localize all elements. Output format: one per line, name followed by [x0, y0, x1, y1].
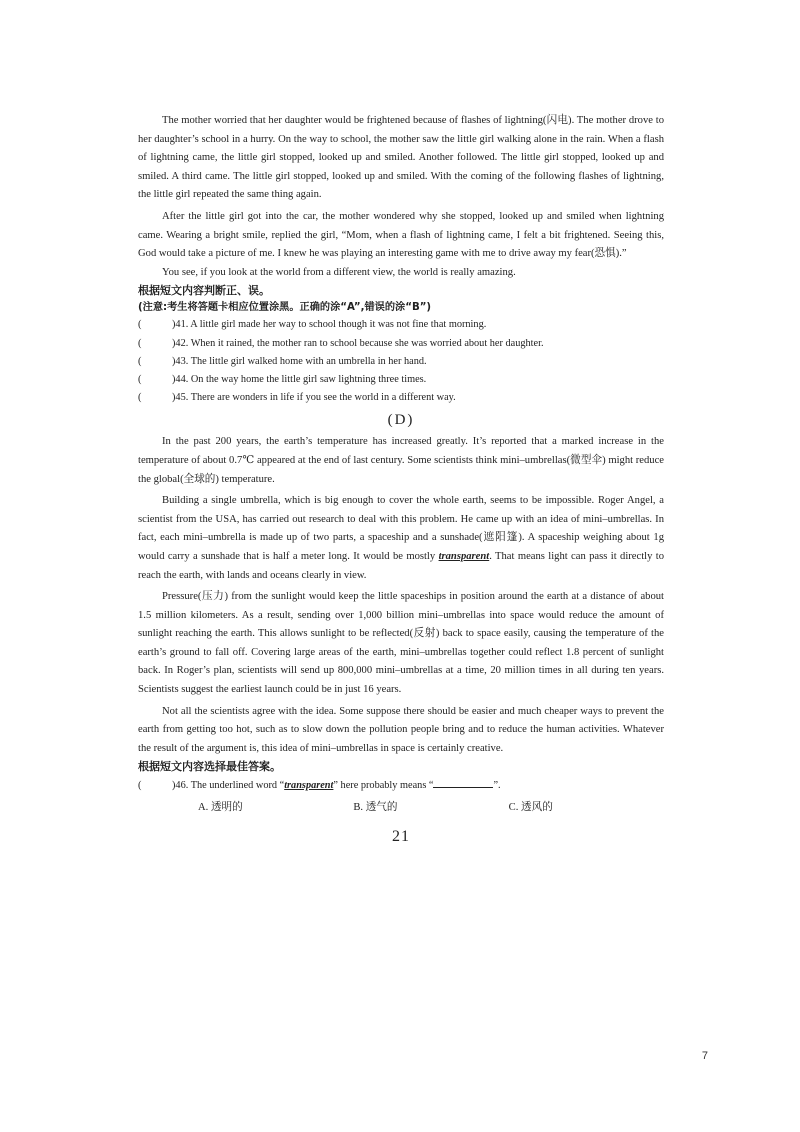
question-middle: ” here probably means “: [333, 780, 434, 792]
question-text: )45. There are wonders in life if you see the world in a different way.: [172, 392, 456, 404]
answer-paren: (: [138, 337, 142, 349]
question-41: [138, 316, 664, 334]
paragraph-text: Building a single umbrella, which is big enough to cover the whole earth, seems to be impossible. Roger Angel, a scientist from the USA, has carried out research to deal with this problem. He came up with an idea of mini–umbrellas. In fact, each mini–umbrella is made up of two parts, a spaceship and a sunshade(遮阳篷). A spaceship weighing about 1g would carry a sunshade that is half a meter long. It would be mostly: [138, 495, 664, 562]
passage-d-paragraph-4: Not all the scientists agree with the idea. Some suppose there should be easier and much cheaper ways to prevent the earth from getting too hot, such as to slow down the pollution people bring and to reduce the human activities. Whatever the result of the argument is, this idea of mini–umbrellas in space is certainly creative.: [138, 705, 664, 754]
passage-c-paragraph-1: The mother worried that her daughter would be frightened because of flashes of lightning(闪电). The mother drove to her daughter’s school in a hurry. On the way to school, the mother saw the little girl walking alone in the rain. When a flash of lightning came, the little girl stopped, looked up and smiled. Another followed. The little girl stopped, looked up and smiled. A third came. The little girl stopped, looked up and smiled. With the coming of the following flashes of lightning, the little girl repeated the same thing again.: [138, 115, 664, 201]
passage-c-paragraph-2: After the little girl got into the car, the mother wondered why she stopped, looked up and smiled when lightning came. Wearing a bright smile, replied the girl, “Mom, when a flash of lightning came, I felt a bit frightened. Seeing this, God would take a picture of me. I knew he was playing an interesting game with me to drive away my fear(恐惧).”: [138, 210, 664, 260]
answer-paren: (: [138, 355, 142, 367]
passage-d-paragraph-3: Pressure(压力) from the sunlight would keep the little spaceships in position around the earth at a distance of about 1.5 million kilometers. As a result, sending over 1,000 billion mini–umbrellas into space would reduce the amount of sunlight reaching the earth. This allows sunlight to be reflected(反射) back to space easily, causing the temperature of the earth’s ground to fall off. Covering large areas of the earth, mini–umbrellas together could reflect 1.8 percent of sunlight back. In Roger’s plan, scientists will send up 800,000 mini–umbrellas at a time, 20 million times in all during ten years. Scientists suggest the earliest launch could be in just 16 years.: [138, 591, 664, 696]
option-a: A. 透明的: [198, 801, 243, 813]
option-c: C. 透风的: [508, 801, 553, 813]
underlined-word: transparent: [284, 780, 334, 792]
question-46: [138, 777, 664, 795]
answer-options: [138, 798, 664, 818]
question-45: [138, 389, 664, 407]
passage-c-paragraph-3: You see, if you look at the world from a different view, the world is really amazing.: [162, 266, 516, 278]
question-text: )41. A little girl made her way to school though it was not fine that morning.: [172, 319, 487, 331]
question-44: [138, 371, 664, 389]
answer-sheet-note: (注意:考生将答题卡相应位置涂黑。正确的涂“A”,错误的涂“B”): [138, 302, 432, 314]
corner-page-number: 7: [701, 1050, 708, 1062]
answer-paren: (: [138, 392, 142, 404]
paragraph-text: . That means light can pass it directly to reach the earth, with lands and oceans clearly in view.: [138, 550, 664, 581]
section-d-label: (D): [387, 412, 415, 429]
true-false-instruction: 根据短文内容判断正、误。: [138, 284, 270, 298]
answer-blank: [433, 777, 493, 788]
passage-d-paragraph-2: [138, 492, 664, 585]
question-prefix: )46. The underlined word “: [172, 780, 285, 792]
question-text: )42. When it rained, the mother ran to school because she was worried about her daughter.: [172, 337, 544, 349]
page-number: 21: [392, 827, 410, 845]
answer-paren: (: [138, 373, 142, 385]
question-43: [138, 353, 664, 371]
passage-d-paragraph-1: In the past 200 years, the earth’s temperature has increased greatly. It’s reported that a marked increase in the temperature of about 0.7℃ appeared at the end of last century. Some scientists think mini–umbrellas(微型伞) might reduce the global(全球的) temperature.: [138, 436, 664, 485]
answer-paren: (: [138, 319, 142, 331]
question-suffix: ”.: [493, 780, 501, 792]
option-b: B. 透气的: [353, 801, 398, 813]
question-text: )43. The little girl walked home with an umbrella in her hand.: [172, 355, 427, 367]
underlined-word: transparent: [438, 550, 490, 562]
multiple-choice-instruction: 根据短文内容选择最佳答案。: [138, 760, 281, 774]
answer-paren: (: [138, 780, 142, 792]
question-text: [172, 777, 501, 795]
document-page: [138, 112, 664, 846]
question-list: [138, 316, 664, 407]
question-text: )44. On the way home the little girl saw lightning three times.: [172, 373, 427, 385]
question-42: [138, 335, 664, 353]
